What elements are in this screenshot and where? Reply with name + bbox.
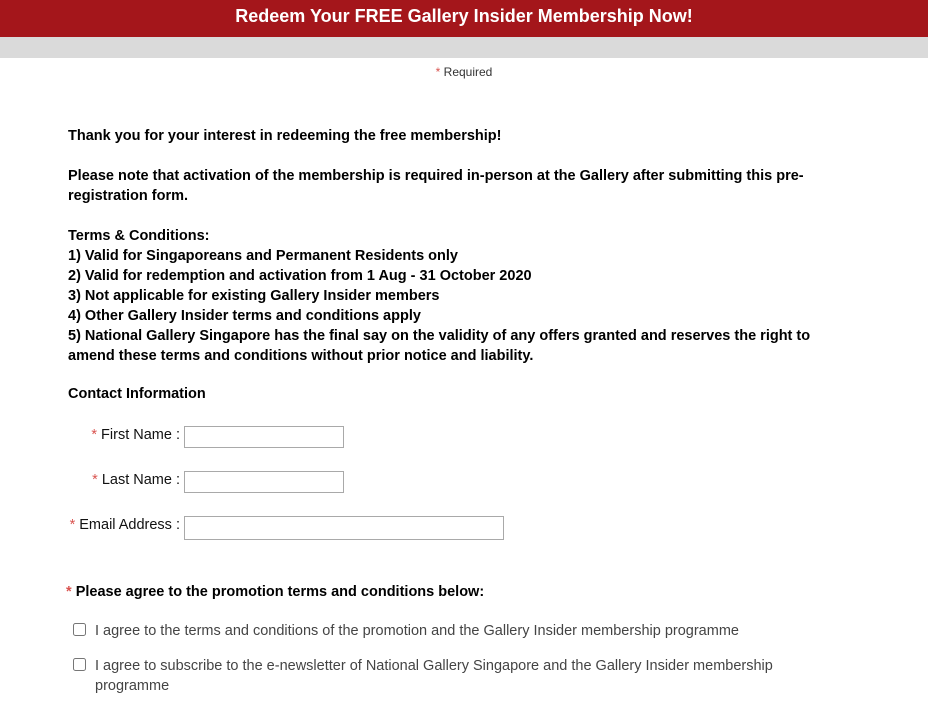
terms-heading: Terms & Conditions: xyxy=(68,228,210,244)
agreement-title xyxy=(66,584,484,600)
banner-divider-bar xyxy=(0,37,928,58)
first-name-input[interactable] xyxy=(184,426,344,448)
agree-terms-label: I agree to the terms and conditions of the promotion and the Gallery Insider membership programme xyxy=(95,623,739,639)
banner-title: Redeem Your FREE Gallery Insider Membership Now! xyxy=(235,6,693,26)
agree-terms-checkbox[interactable] xyxy=(73,623,86,636)
first-name-label-text: First Name : xyxy=(101,427,180,443)
intro-thanks: Thank you for your interest in redeeming the free membership! xyxy=(68,128,502,144)
agree-newsletter-label xyxy=(95,656,795,696)
required-star: * xyxy=(66,584,72,600)
contact-section-title: Contact Information xyxy=(68,386,206,402)
terms-item-3: 3) Not applicable for existing Gallery Insider members xyxy=(68,288,440,304)
terms-item-4: 4) Other Gallery Insider terms and conditions apply xyxy=(68,308,421,324)
intro-note-line1: Please note that activation of the membership is required in-person at the Gallery after submitting this pre- xyxy=(68,168,804,184)
intro-text xyxy=(68,126,838,366)
required-note-text: Required xyxy=(443,65,493,79)
required-star: * xyxy=(91,427,98,443)
intro-note-line2: registration form. xyxy=(68,188,189,204)
required-star: * xyxy=(69,517,76,533)
page-banner xyxy=(0,0,928,37)
first-name-label xyxy=(0,427,180,443)
email-label xyxy=(0,517,180,533)
last-name-label-text: Last Name : xyxy=(101,472,180,488)
agree-newsletter-label-line1: I agree to subscribe to the e-newsletter of National Gallery Singapore and the Gallery Insider membership xyxy=(95,658,773,674)
agree-newsletter-label-line2: programme xyxy=(95,678,170,694)
terms-item-5-cont: amend these terms and conditions without prior notice and liability. xyxy=(68,348,534,364)
required-note xyxy=(0,65,928,79)
required-star: * xyxy=(435,65,441,79)
email-input[interactable] xyxy=(184,516,504,540)
email-label-text: Email Address : xyxy=(79,517,180,533)
terms-item-5: 5) National Gallery Singapore has the final say on the validity of any offers granted and reserves the right to xyxy=(68,328,811,344)
agreement-title-text: Please agree to the promotion terms and conditions below: xyxy=(75,584,485,600)
agree-newsletter-checkbox[interactable] xyxy=(73,658,86,671)
agree-newsletter-option[interactable] xyxy=(73,656,833,696)
terms-item-2: 2) Valid for redemption and activation from 1 Aug - 31 October 2020 xyxy=(68,268,532,284)
last-name-label xyxy=(0,472,180,488)
last-name-input[interactable] xyxy=(184,471,344,493)
terms-item-1: 1) Valid for Singaporeans and Permanent Residents only xyxy=(68,248,458,264)
agree-terms-option[interactable] xyxy=(73,621,833,641)
required-star: * xyxy=(92,472,98,488)
